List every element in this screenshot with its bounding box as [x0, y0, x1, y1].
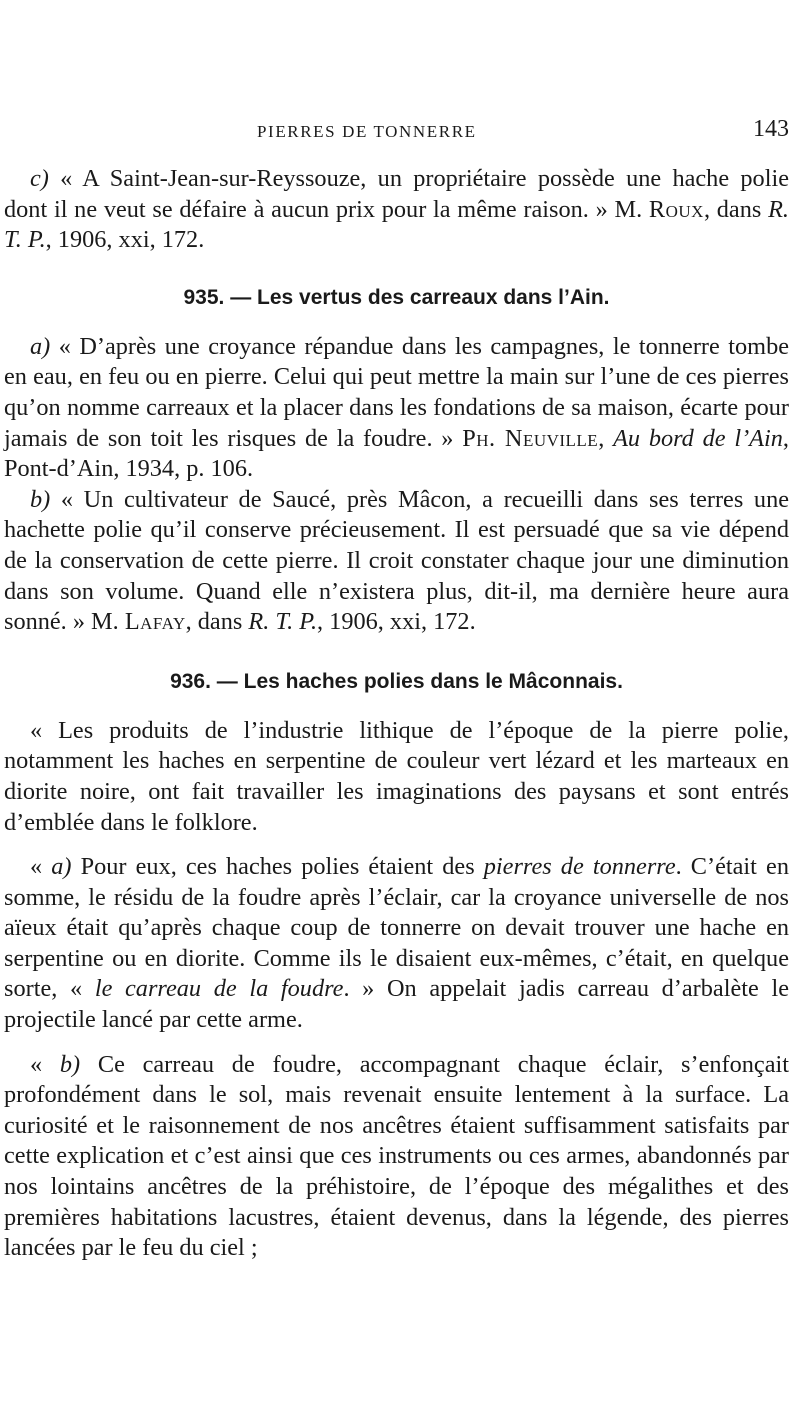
item-label-c: c): [30, 165, 49, 192]
item-label-b: b): [30, 485, 51, 513]
item-label-a: a): [51, 853, 72, 881]
book-title: Au bord de l’Ain: [613, 424, 783, 452]
author-neuville: Ph. Neuville: [462, 424, 599, 452]
emphasis-carreau-de-la-foudre: le carreau de la foudre: [94, 975, 344, 1003]
item-label-b: b): [59, 1050, 81, 1078]
section-heading-935: 935. — Les vertus des carreaux dans l’Ain.: [183, 285, 610, 309]
emphasis-pierres-de-tonnerre: pierres de tonnerre: [483, 853, 676, 881]
author-lafay: Lafay: [124, 608, 186, 636]
paragraph-936-a: « a) Pour eux, ces haches polies étaient des pierres de tonnerre. C’était en somme, le résidu de la foudre après l’éclair, car la croyance universelle de nos aïeux était qu’après chaque coup de tonnerre on devait trouver une hache en serpentine ou en diorite. Comme ils le disaient eux-mêmes, c’était, en quelque sorte, « le carreau de la foudre. » On appelait jadis carreau d’arbalète le projectile lancé par cette arme.: [4, 853, 789, 1034]
paragraph-935-a: a) « D’après une croyance répandue dans les campagnes, le tonnerre tombe en eau, en feu ou en pierre. Celui qui peut mettre la main sur l’une de ces pierres qu’on nomme carreaux et la placer dans les fondations de sa maison, écarte pour jamais de son toit les risques de la foudre. » Ph. Neuville, Au bord de l’Ain, Pont-d’Ain, 1934, p. 106.: [4, 332, 789, 483]
page-number: 143: [753, 116, 789, 142]
paragraph-936-b: « b) Ce carreau de foudre, accompagnant chaque éclair, s’enfonçait profondément dans le sol, mais revenait ensuite lentement à la surface. La curiosité et le raisonnement de nos ancêtres étaient suffisamment satisfaits par cette explication et c’est ainsi que ces instruments ou ces armes, abandonnés par nos lointains ancêtres de la préhistoire, de l’époque des mégalithes et des premières habitations lacustres, étaient devenus, dans la légende, des pierres lancées par le feu du ciel ;: [4, 1050, 789, 1262]
page-header: [0, 112, 799, 152]
body-text: [4, 164, 789, 1264]
paragraph-936-intro: « Les produits de l’industrie lithique de l’époque de la pierre polie, notamment les haches en serpentine de couleur vert lézard et les marteaux en diorite noire, ont fait travailler les imaginations des paysans et sont entrés d’emblée dans le folklore.: [4, 716, 789, 836]
running-title: PIERRES DE TONNERRE: [257, 122, 477, 141]
section-heading-936: 936. — Les haches polies dans le Mâconnais.: [170, 669, 623, 693]
item-label-a: a): [30, 332, 51, 360]
author-roux: Roux: [648, 195, 704, 223]
source-rtp: R. T. P.: [248, 608, 318, 636]
paragraph-935-b: b) « Un cultivateur de Saucé, près Mâcon, a recueilli dans ses terres une hachette polie qu’il conserve précieusement. Il est persuadé que sa vie dépend de la conservation de cette pierre. Il croit constater chaque jour une diminution dans son volume. Quand elle n’existera plus, dit-il, ma dernière heure aura sonné. » M. Lafay, dans R. T. P., 1906, xxi, 172.: [4, 485, 789, 636]
source-rtp: R. T. P.: [4, 195, 789, 254]
paragraph-c: c) « A Saint-Jean-sur-Reyssouze, un propriétaire possède une hache polie dont il ne veut se défaire à aucun prix pour la même raison. » M. Roux, dans R. T. P., 1906, xxi, 172.: [4, 165, 789, 254]
